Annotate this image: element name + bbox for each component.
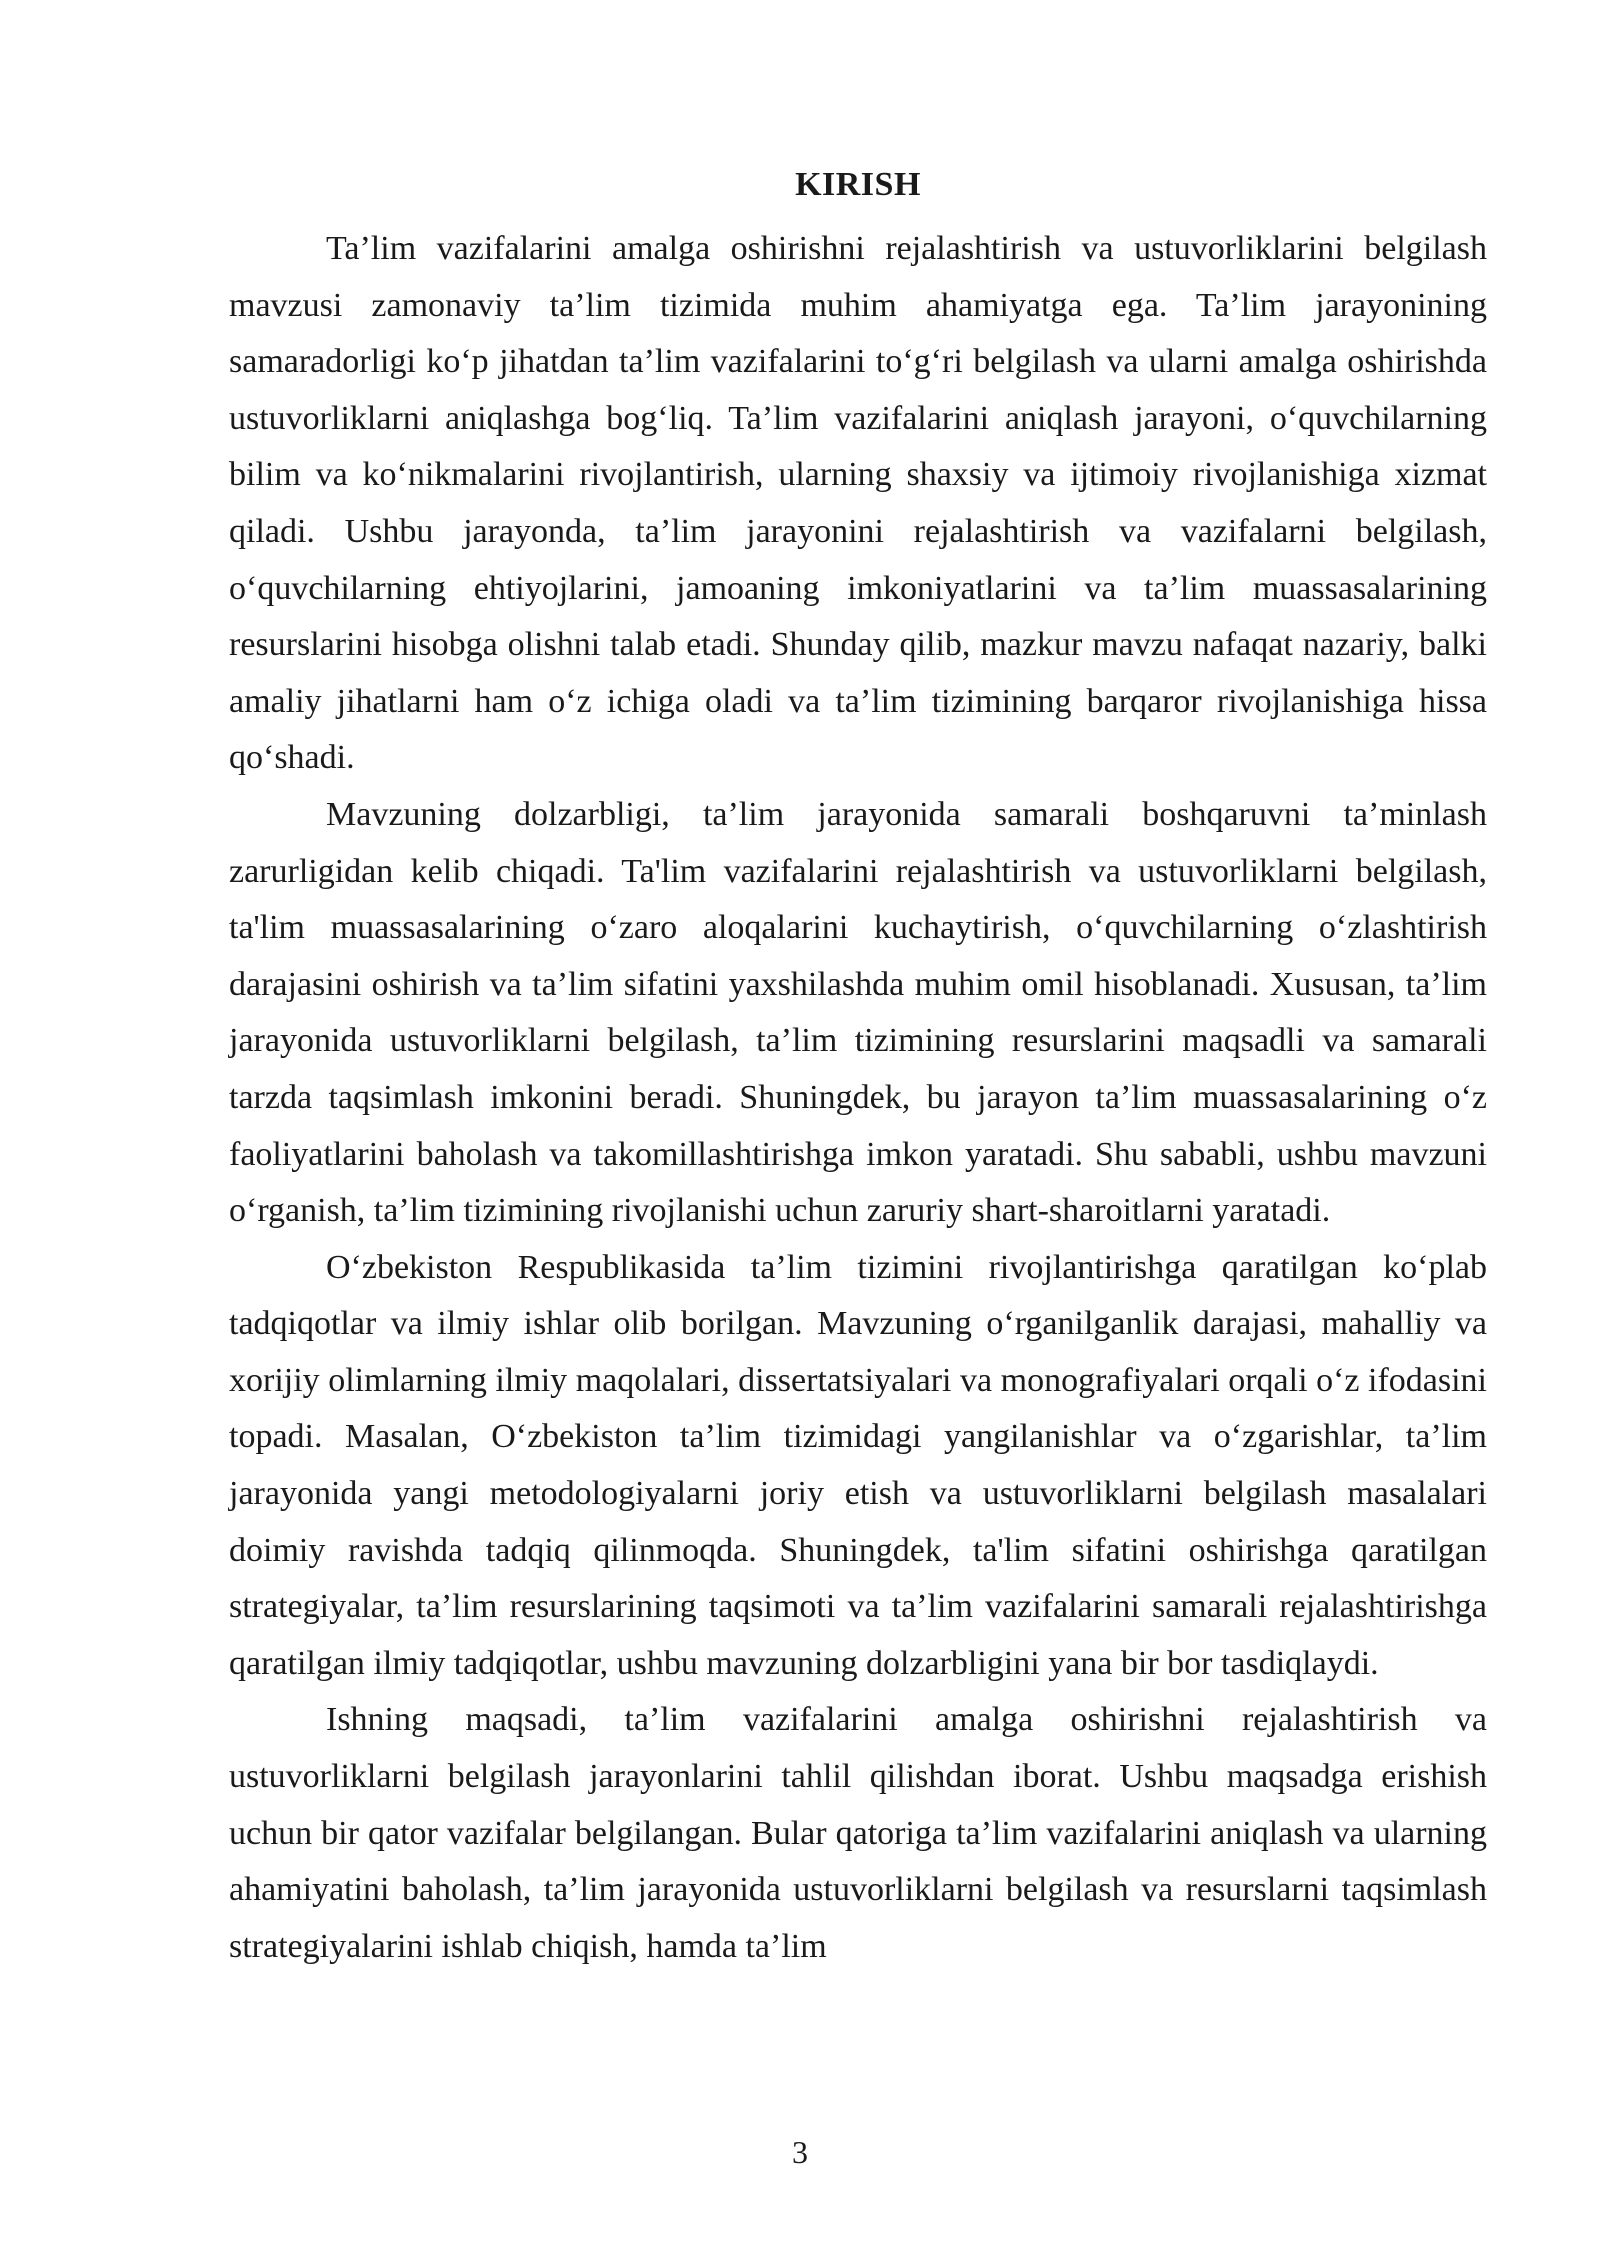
paragraph-goal: Ishning maqsadi, ta’lim vazifalarini amalga oshirishni rejalashtirish va ustuvorliklarni belgilash jarayonlarini tahlil qilishdan iborat. Ushbu maqsadga erishish uchun bir qator vazifalar belgilangan. Bular qatoriga ta’lim vazifalarini aniqlash va ularning ahamiyatini baholash, ta’lim jarayonida ustuvorliklarni belgilash va resurslarni taqsimlash strategiyalarini ishlab chiqish, hamda ta’lim — [229, 1701, 1487, 1965]
paragraph-introduction: Ta’lim vazifalarini amalga oshirishni rejalashtirish va ustuvorliklarini belgilash mavzusi zamonaviy ta’lim tizimida muhim ahamiyatga ega. Ta’lim jarayonining samaradorligi ko‘p jihatdan ta’lim vazifalarini to‘g‘ri belgilash va ularni amalga oshirishda ustuvorliklarni aniqlashga bog‘liq. Ta’lim vazifalarini aniqlash jarayoni, o‘quvchilarning bilim va ko‘nikmalarini rivojlantirish, ularning shaxsiy va ijtimoiy rivojlanishiga xizmat qiladi. Ushbu jarayonda, ta’lim jarayonini rejalashtirish va vazifalarni belgilash, o‘quvchilarning ehtiyojlarini, jamoaning imkoniyatlarini va ta’lim muassasalarining resurslarini hisobga olishni talab etadi. Shunday qilib, mazkur mavzu nafaqat nazariy, balki amaliy jihatlarni ham o‘z ichiga oladi va ta’lim tizimining barqaror rivojlanishiga hissa qo‘shadi. — [229, 230, 1487, 777]
paragraph-relevance: Mavzuning dolzarbligi, ta’lim jarayonida samarali boshqaruvni ta’minlash zarurligidan kelib chiqadi. Ta'lim vazifalarini rejalashtirish va ustuvorliklarni belgilash, ta'lim muassasalarining o‘zaro aloqalarini kuchaytirish, o‘quvchilarning o‘zlashtirish darajasini oshirish va ta’lim sifatini yaxshilashda muhim omil hisoblanadi. Xususan, ta’lim jarayonida ustuvorliklarni belgilash, ta’lim tizimining resurslarini maqsadli va samarali tarzda taqsimlash imkonini beradi. Shuningdek, bu jarayon ta’lim muassasalarining o‘z faoliyatlarini baholash va takomillashtirishga imkon yaratadi. Shu sababli, ushbu mavzuni o‘rganish, ta’lim tizimining rivojlanishi uchun zaruriy shart-sharoitlarni yaratadi. — [229, 795, 1487, 1230]
page-content — [229, 165, 1487, 1975]
paragraph-research-degree: O‘zbekiston Respublikasida ta’lim tizimini rivojlantirishga qaratilgan ko‘plab tadqiqotlar va ilmiy ishlar olib borilgan. Mavzuning o‘rganilganlik darajasi, mahalliy va xorijiy olimlarning ilmiy maqolalari, dissertatsiyalari va monografiyalari orqali o‘z ifodasini topadi. Masalan, O‘zbekiston ta’lim tizimidagi yangilanishlar va o‘zgarishlar, ta’lim jarayonida yangi metodologiyalarni joriy etish va ustuvorliklarni belgilash masalalari doimiy ravishda tadqiq qilinmoqda. Shuningdek, ta'lim sifatini oshirishga qaratilgan strategiyalar, ta’lim resurslarining taqsimoti va ta’lim vazifalarini samarali rejalashtirishga qaratilgan ilmiy tadqiqotlar, ushbu mavzuning dolzarbligini yana bir bor tasdiqlaydi. — [229, 1248, 1487, 1682]
page-number: 3 — [792, 2134, 808, 2170]
section-title: KIRISH — [795, 166, 921, 203]
